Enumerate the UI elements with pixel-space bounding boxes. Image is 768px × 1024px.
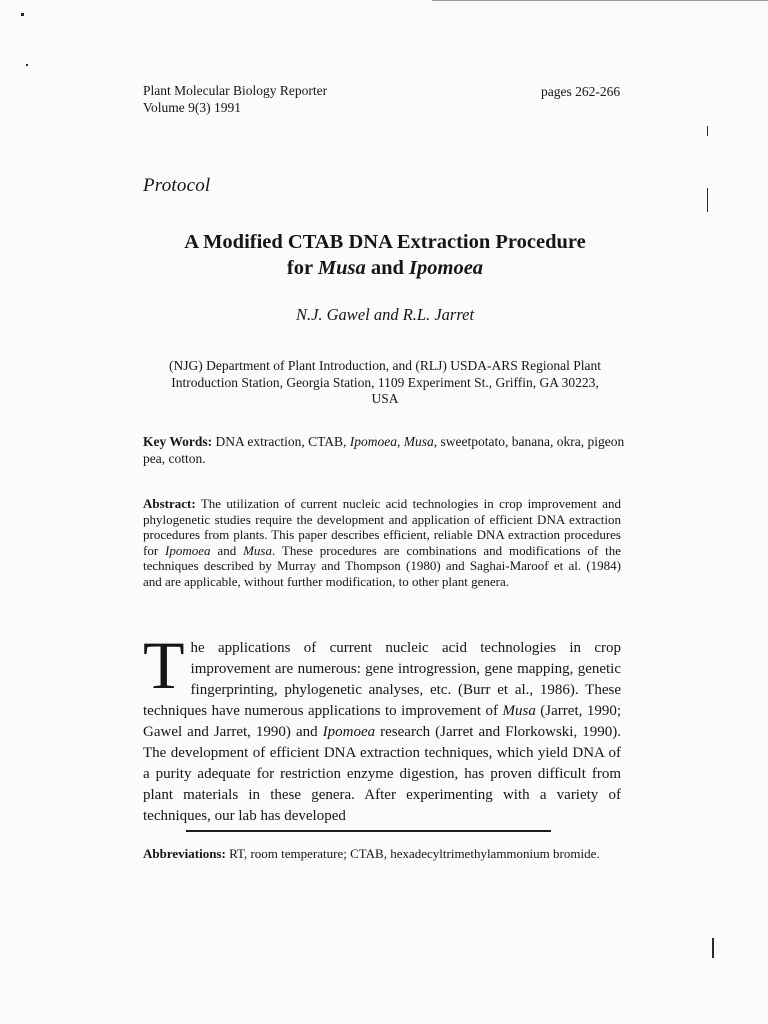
journal-header <box>143 82 327 116</box>
abstract <box>143 496 621 589</box>
body-text: he applications of current nucleic acid technologies in crop improvement are numerous: gene introgression, gene mapping, genetic fingerprinting, phylogenetic analyses, etc. (Burr et al., 1986). These techniques have numerous applications to improvement of <box>143 640 621 719</box>
affiliation-line-1: (NJG) Department of Plant Introduction, and (RLJ) USDA-ARS Regional Plant <box>169 358 601 373</box>
keyword-musa: Musa <box>403 434 434 449</box>
keywords-label: Key Words: <box>143 434 213 449</box>
title-genus-ipomoea: Ipomoea <box>409 257 484 279</box>
title-genus-musa: Musa <box>317 257 366 279</box>
keywords-separator: , <box>397 434 404 449</box>
title-line-1: A Modified CTAB DNA Extraction Procedure <box>184 231 586 253</box>
title-prefix: for <box>286 257 318 279</box>
body-genus-musa: Musa <box>502 703 536 719</box>
footnote-divider <box>186 830 551 832</box>
scan-speck <box>26 64 28 66</box>
abstract-genus-ipomoea: Ipomoea <box>165 542 211 558</box>
scan-edge-line <box>432 0 768 1</box>
journal-volume: Volume 9(3) 1991 <box>143 100 241 115</box>
authors: N.J. Gawel and R.L. Jarret <box>295 305 475 324</box>
abstract-label: Abstract: <box>143 496 196 511</box>
abstract-text: The utilization of current nucleic acid technologies in crop improvement and phylogenetic studies require the development and application of efficient DNA extraction procedures from plants. This paper describes efficient, reliable DNA extraction procedures for <box>143 496 621 558</box>
article-title <box>100 229 670 281</box>
title-line-2 <box>100 255 670 281</box>
title-conjunction: and <box>365 257 410 279</box>
abbreviations-footnote <box>143 846 625 862</box>
affiliation-line-2: Introduction Station, Georgia Station, 1109 Experiment St., Griffin, GA 30223, <box>171 374 599 390</box>
section-label: Protocol <box>143 175 211 196</box>
keywords-text: DNA extraction, CTAB, <box>212 434 350 449</box>
drop-cap: T <box>143 627 185 703</box>
journal-name: Plant Molecular Biology Reporter <box>143 83 328 98</box>
keywords-text-rest: , sweetpotato, banana, okra, pigeon pea, cotton. <box>143 434 625 466</box>
body-paragraph <box>143 627 621 827</box>
abbreviations-text: RT, room temperature; CTAB, hexadecyltrimethylammonium bromide. <box>225 846 600 861</box>
keywords <box>143 433 628 467</box>
abstract-text-rest: . These procedures are combinations and modifications of the techniques described by Murray and Thompson (1980) and Saghai-Maroof et al. (1984) and are applicable, without further modification, to other plant genera. <box>143 542 621 589</box>
keyword-ipomoea: Ipomoea <box>349 434 398 449</box>
abbreviations-label: Abbreviations: <box>143 846 226 861</box>
abstract-genus-musa: Musa <box>243 542 272 558</box>
affiliation-line-3: USA <box>371 391 399 406</box>
abstract-conjunction: and <box>210 542 244 558</box>
body-text-2: (Jarret, 1990; Gawel and Jarret, 1990) and <box>143 703 621 740</box>
scan-margin-mark <box>707 188 708 212</box>
scan-margin-mark <box>707 126 708 136</box>
affiliation <box>140 358 630 408</box>
body-text-3: research (Jarret and Florkowski, 1990). The development of efficient DNA extraction techniques, which yield DNA of a purity adequate for restriction enzyme digestion, has proven difficult from plant materials in these genera. After experimenting with a variety of techniques, our lab has developed <box>143 724 621 824</box>
scan-speck <box>21 13 24 16</box>
body-genus-ipomoea: Ipomoea <box>322 724 376 740</box>
page-range: pages 262-266 <box>541 84 621 99</box>
scan-margin-mark <box>712 938 714 958</box>
